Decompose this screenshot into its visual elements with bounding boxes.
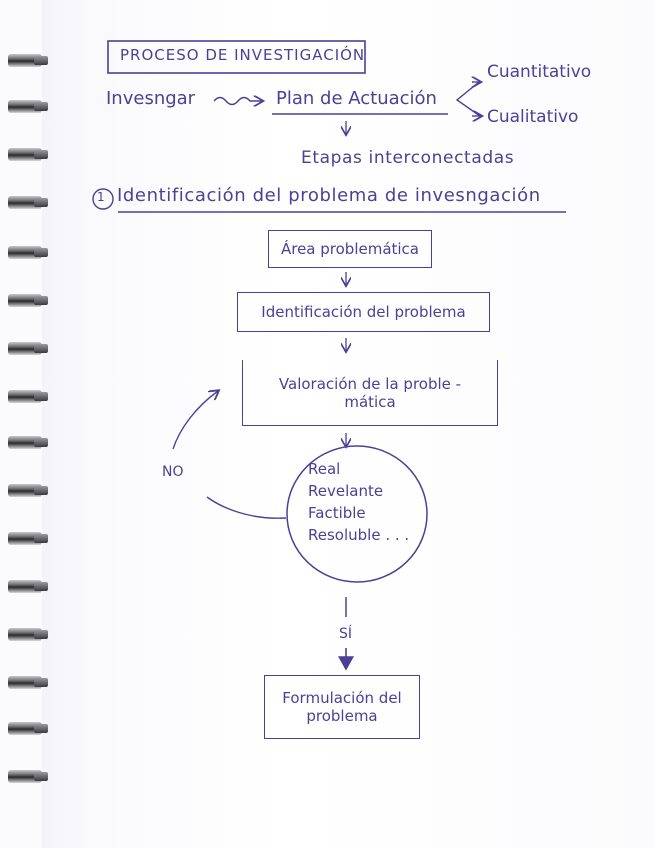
squiggle-arrow: [214, 98, 262, 105]
valuation-box: [242, 360, 498, 426]
criteria-relevant: Revelante: [308, 482, 384, 500]
criteria-real: Real: [308, 460, 341, 478]
formulation-text-line2: problema: [306, 707, 378, 725]
valuation-text-line2: mática: [344, 392, 396, 411]
interconnected-stages-text: Etapas interconectadas: [301, 148, 515, 168]
problem-identification-text: Identificación del problema: [261, 303, 466, 321]
no-label: NO: [162, 464, 184, 480]
formulation-text-line1: Formulación del: [282, 689, 402, 707]
problem-area-text: Área problemática: [280, 240, 420, 258]
criteria-feasible: Factible: [308, 504, 366, 522]
quantitative-text: Cuantitativo: [487, 62, 592, 82]
no-loop-upper: [173, 391, 218, 449]
valuation-text-line1: Valoración de la proble -: [278, 374, 462, 393]
action-plan-text: Plan de Actuación: [276, 88, 437, 109]
page-title: PROCESO DE INVESTIGACIÓN: [120, 46, 366, 64]
problem-area-box: [268, 230, 432, 268]
no-loop-lower: [207, 497, 286, 518]
investigate-word: Invesngar: [106, 88, 196, 109]
problem-formulation-box: [264, 675, 420, 739]
criteria-list: [308, 458, 409, 546]
section-heading: Identificación del problema de invesngación: [117, 185, 541, 206]
problem-identification-box: [237, 292, 490, 332]
yes-label: SÍ: [339, 626, 353, 642]
types-bracket: [457, 82, 480, 116]
section-number: 1: [97, 190, 105, 204]
qualitative-text: Cualitativo: [487, 107, 579, 127]
criteria-solvable: Resoluble . . .: [308, 526, 410, 544]
